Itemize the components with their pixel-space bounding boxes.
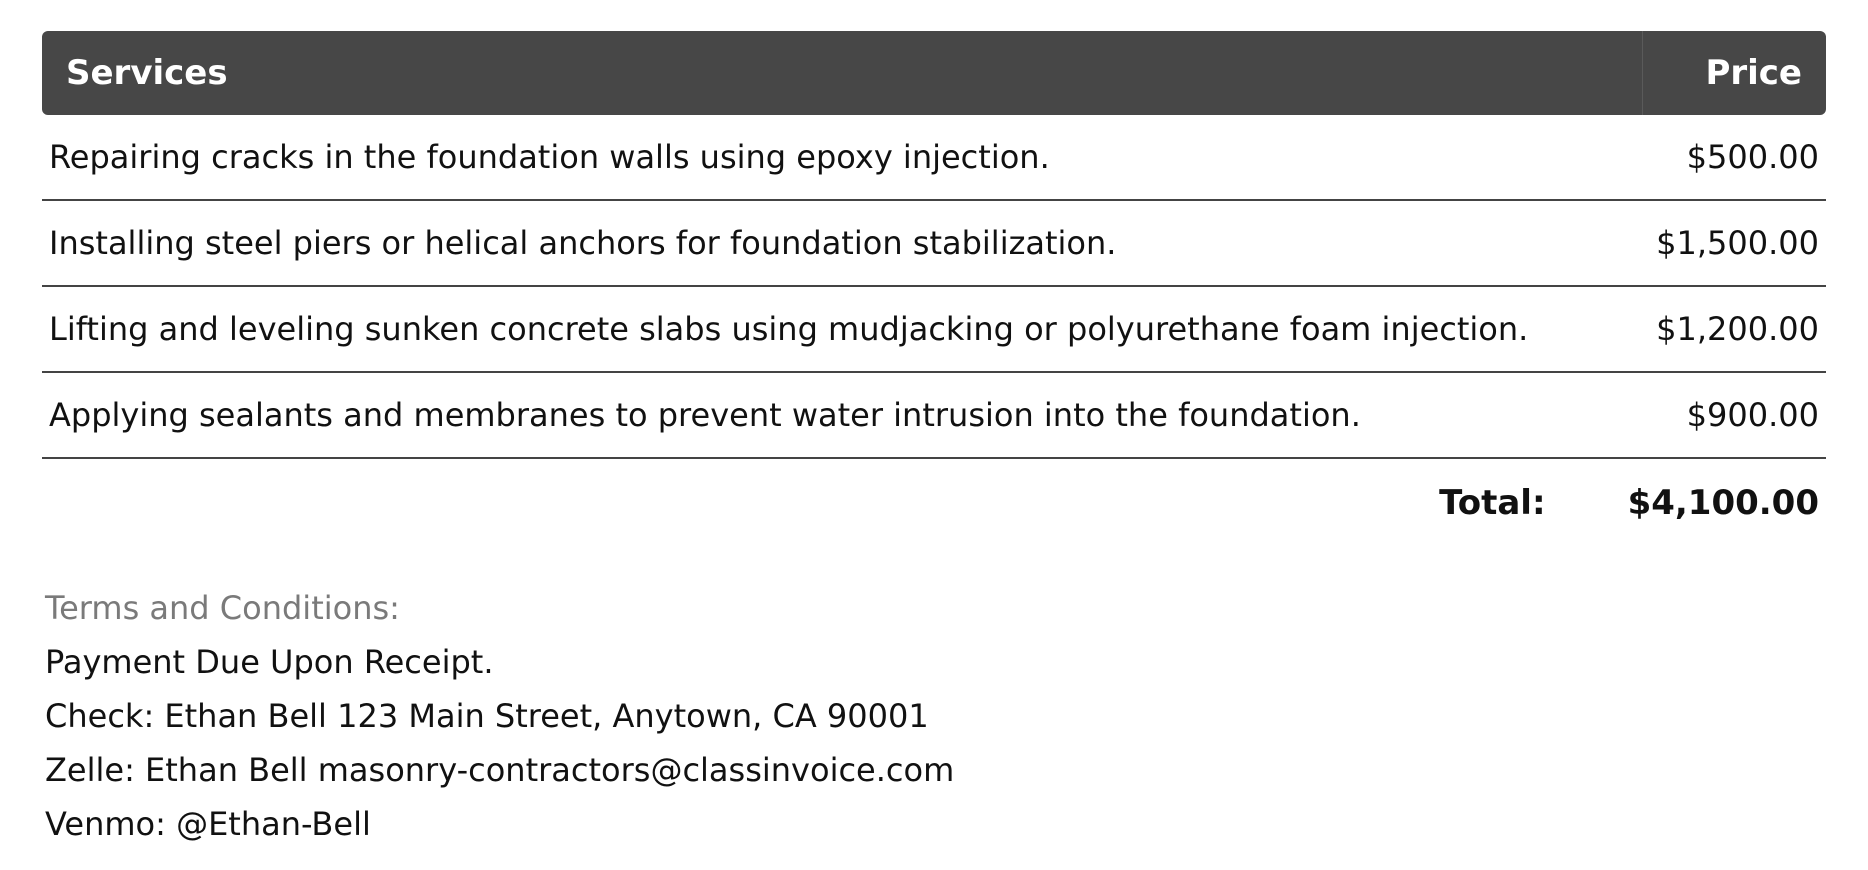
total-row <box>42 459 1826 547</box>
check-payment-line: Check: Ethan Bell 123 Main Street, Anytown, CA 90001 <box>45 697 929 735</box>
payment-due-line: Payment Due Upon Receipt. <box>45 643 494 681</box>
service-price: $900.00 <box>1686 396 1819 434</box>
services-table-header <box>42 31 1826 115</box>
price-column-header: Price <box>1642 31 1826 115</box>
services-column-header: Services <box>66 53 228 93</box>
invoice <box>42 31 1826 851</box>
service-row <box>42 115 1826 201</box>
service-price: $1,500.00 <box>1656 224 1819 262</box>
total-value: $4,100.00 <box>1627 483 1819 523</box>
venmo-payment-line: Venmo: @Ethan-Bell <box>45 805 371 843</box>
terms-section <box>42 581 1826 851</box>
service-description: Repairing cracks in the foundation walls using epoxy injection. <box>49 138 1050 176</box>
terms-heading: Terms and Conditions: <box>45 589 400 627</box>
zelle-payment-line: Zelle: Ethan Bell masonry-contractors@classinvoice.com <box>45 751 955 789</box>
service-row <box>42 373 1826 459</box>
total-label: Total: <box>1439 483 1546 523</box>
service-description: Lifting and leveling sunken concrete slabs using mudjacking or polyurethane foam injection. <box>49 310 1529 348</box>
service-description: Installing steel piers or helical anchors for foundation stabilization. <box>49 224 1117 262</box>
service-row <box>42 201 1826 287</box>
service-description: Applying sealants and membranes to prevent water intrusion into the foundation. <box>49 396 1361 434</box>
service-row <box>42 287 1826 373</box>
service-price: $500.00 <box>1686 138 1819 176</box>
service-price: $1,200.00 <box>1656 310 1819 348</box>
